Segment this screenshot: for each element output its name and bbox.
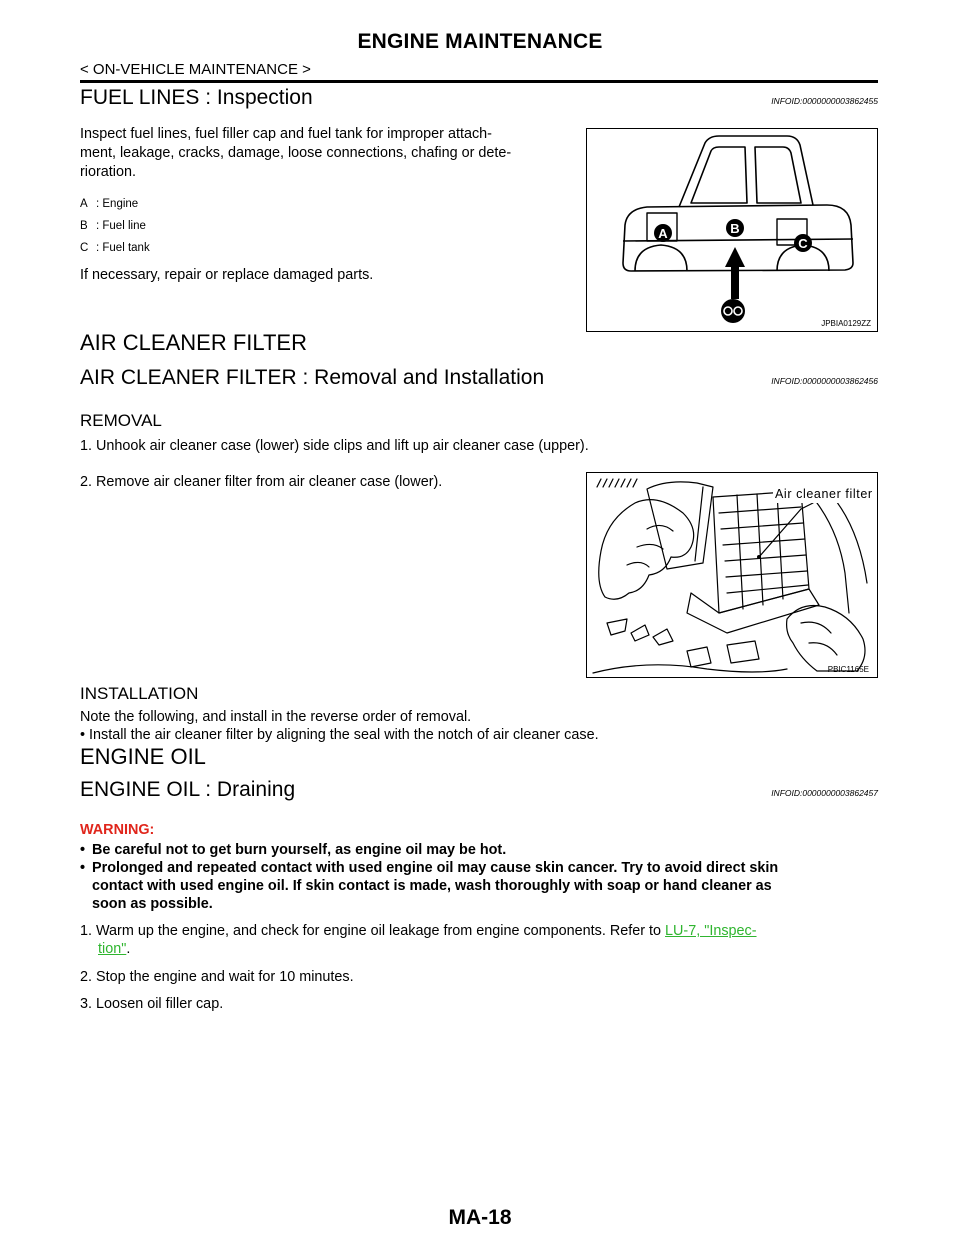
marker-b: [726, 219, 744, 237]
para-line: Inspect fuel lines, fuel filler cap and fuel tank for improper attach-: [80, 126, 492, 142]
removal-step-2: 2. Remove air cleaner filter from air cleaner case (lower).: [80, 474, 443, 490]
marker-c: [794, 234, 812, 252]
lu-7-inspection-link-cont[interactable]: tion": [98, 941, 127, 957]
fuel-lines-figure: [586, 128, 878, 332]
removal-step-1: 1. Unhook air cleaner case (lower) side clips and lift up air cleaner case (upper).: [80, 438, 589, 454]
draining-step-3: 3. Loosen oil filler cap.: [80, 996, 224, 1012]
draining-step-1-cont: tion".: [98, 941, 131, 957]
warning-item-2-end: soon as possible.: [92, 896, 213, 912]
warning-item-2-cont: contact with used engine oil. If skin contact is made, wash thoroughly with soap or hand cleaner as: [92, 878, 772, 894]
installation-title: INSTALLATION: [80, 684, 199, 703]
draining-step-1: 1. Warm up the engine, and check for engine oil leakage from engine components. Refer to LU-7, "Inspec-: [80, 923, 757, 939]
air-cleaner-figure: [586, 472, 878, 678]
svg-text:C: C: [798, 236, 808, 251]
marker-a: [654, 224, 672, 242]
warning-label: WARNING:: [80, 822, 155, 838]
page-header-title: ENGINE MAINTENANCE: [357, 30, 603, 53]
air-cleaner-heading: AIR CLEANER FILTER : Removal and Installation: [80, 366, 545, 389]
legend-item-c: C : Fuel tank: [80, 242, 150, 254]
fuel-lines-infoid: INFOID:0000000003862455: [771, 96, 878, 106]
header-rule: [80, 80, 878, 83]
fuel-lines-note: If necessary, repair or replace damaged parts.: [80, 267, 374, 283]
svg-text:B: B: [730, 221, 740, 236]
legend-item-b: B : Fuel line: [80, 220, 146, 232]
fuel-lines-legend: [80, 190, 340, 260]
lu-7-inspection-link[interactable]: LU-7, "Inspec-: [665, 923, 757, 939]
fuel-lines-heading: FUEL LINES : Inspection: [80, 86, 313, 109]
installation-note: Note the following, and install in the reverse order of removal.: [80, 709, 472, 725]
view-arrow: [725, 247, 745, 299]
engine-oil-heading: ENGINE OIL : Draining: [80, 778, 296, 801]
air-cleaner-filter-label: Air cleaner filter: [775, 487, 873, 501]
para-line: ment, leakage, cracks, damage, loose connections, chafing or dete-: [80, 145, 512, 161]
warning-item-2: • Prolonged and repeated contact with used engine oil may cause skin cancer. Try to avoid direct skin: [80, 860, 779, 876]
engine-oil-section-title: ENGINE OIL: [80, 744, 206, 769]
para-line: rioration.: [80, 164, 136, 180]
removal-title: REMOVAL: [80, 411, 162, 430]
fuel-figure-code: JPBIA0129ZZ: [821, 319, 871, 328]
installation-bullet: • Install the air cleaner filter by aligning the seal with the notch of air cleaner case.: [80, 727, 599, 743]
svg-text:A: A: [658, 226, 668, 241]
air-cleaner-illustration: [587, 473, 879, 679]
air-cleaner-infoid: INFOID:0000000003862456: [771, 376, 878, 386]
fuel-lines-paragraph: [80, 125, 600, 182]
air-figure-code: PBIC1165E: [827, 665, 869, 674]
page-header-subtitle: < ON-VEHICLE MAINTENANCE >: [80, 61, 311, 78]
bullet: •: [80, 860, 86, 876]
warning-item-1: • Be careful not to get burn yourself, as engine oil may be hot.: [80, 842, 507, 858]
car-diagram: [587, 129, 879, 333]
draining-step-2: 2. Stop the engine and wait for 10 minutes.: [80, 969, 354, 985]
air-cleaner-section-title: AIR CLEANER FILTER: [80, 330, 307, 355]
engine-oil-infoid: INFOID:0000000003862457: [771, 788, 878, 798]
eye-icon: [721, 299, 745, 323]
page-number: MA-18: [448, 1206, 512, 1229]
bullet: •: [80, 842, 86, 858]
legend-item-a: A : Engine: [80, 198, 139, 210]
